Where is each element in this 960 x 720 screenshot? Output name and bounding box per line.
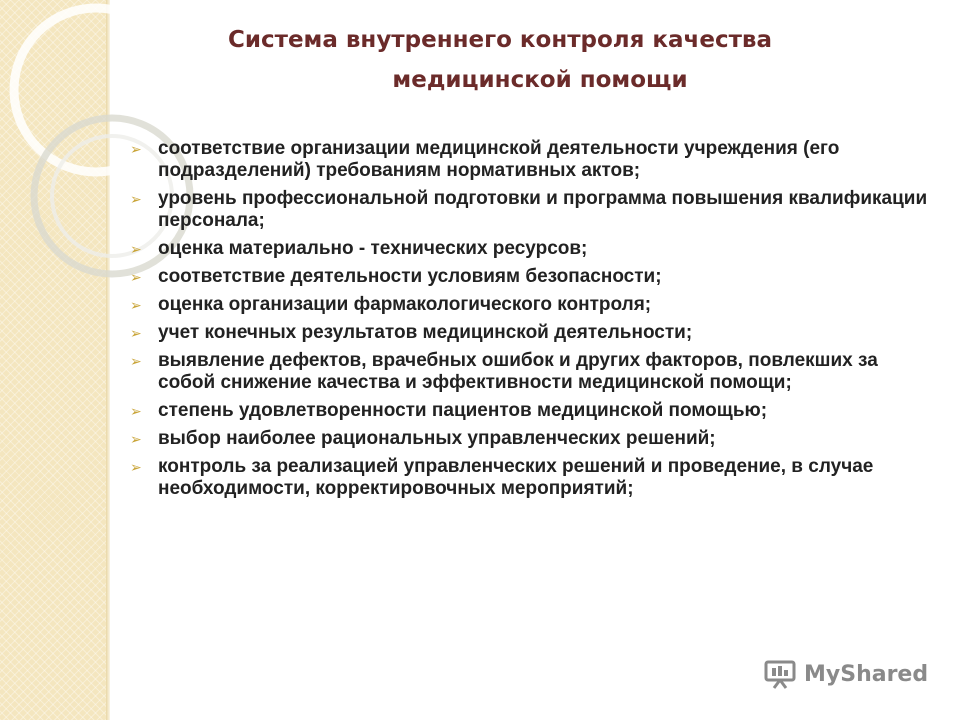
list-item-text: выявление дефектов, врачебных ошибок и других факторов, повлекших за собой снижение качества и эффективности медицинской помощи; xyxy=(158,350,878,393)
list-item-text: уровень профессиональной подготовки и программа повышения квалификации персонала; xyxy=(158,188,928,231)
arrow-bullet-icon: ➢ xyxy=(130,191,142,207)
list-item xyxy=(130,294,930,316)
presentation-board-icon xyxy=(764,659,798,689)
list-item-text: оценка организации фармакологического контроля; xyxy=(158,294,652,315)
list-item-text: контроль за реализацией управленческих решений и проведение, в случае необходимости, корректировочных мероприятий; xyxy=(158,456,874,499)
list-item-text: соответствие деятельности условиям безопасности; xyxy=(158,266,662,287)
watermark-text: MyShared xyxy=(804,661,929,687)
title-line-1: Система внутреннего контроля качества xyxy=(227,27,772,53)
arrow-bullet-icon: ➢ xyxy=(130,141,142,157)
list-item xyxy=(130,400,930,422)
watermark xyxy=(764,654,934,694)
list-item xyxy=(130,188,930,232)
list-item xyxy=(130,266,930,288)
list-item-text: учет конечных результатов медицинской деятельности; xyxy=(158,322,693,343)
arrow-bullet-icon: ➢ xyxy=(130,325,142,341)
list-item xyxy=(130,456,930,500)
list-item-text: оценка материально - технических ресурсов; xyxy=(158,238,588,259)
list-item-text: выбор наиболее рациональных управленческих решений; xyxy=(158,428,716,449)
list-item-text: соответствие организации медицинской деятельности учреждения (его подразделений) требованиям нормативных актов; xyxy=(158,138,840,181)
list-item-text: степень удовлетворенности пациентов медицинской помощью; xyxy=(158,400,768,421)
list-item xyxy=(130,138,930,182)
arrow-bullet-icon: ➢ xyxy=(130,269,142,285)
list-item xyxy=(130,238,930,260)
list-item xyxy=(130,350,930,394)
list-item xyxy=(130,428,930,450)
arrow-bullet-icon: ➢ xyxy=(130,241,142,257)
bullet-list xyxy=(130,138,930,506)
arrow-bullet-icon: ➢ xyxy=(130,353,142,369)
list-item xyxy=(130,322,930,344)
slide-title xyxy=(180,20,820,100)
title-line-2: медицинской помощи xyxy=(392,67,688,93)
arrow-bullet-icon: ➢ xyxy=(130,459,142,475)
arrow-bullet-icon: ➢ xyxy=(130,431,142,447)
arrow-bullet-icon: ➢ xyxy=(130,297,142,313)
arrow-bullet-icon: ➢ xyxy=(130,403,142,419)
